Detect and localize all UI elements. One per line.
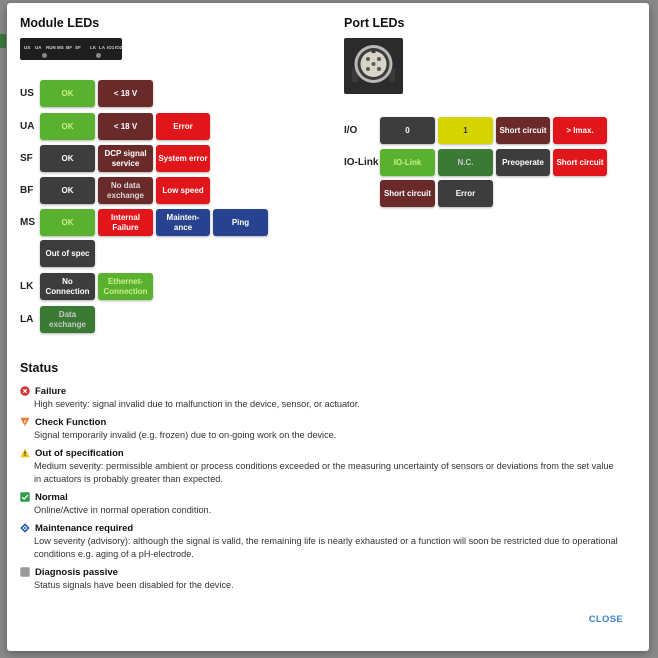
led-us-under-18v: < 18 V (98, 80, 153, 107)
background-app-strip (0, 34, 6, 48)
status-item-title: Check Function (35, 416, 107, 428)
status-item-desc: Status signals have been disabled for the device. (34, 580, 234, 590)
status-item-desc: Low severity (advisory): although the signal is valid, the remaining life is nearly exhausted or a function will soon be restricted due to operational conditions e.g. aging of a pH-electrode. (34, 536, 618, 559)
status-item-title: Failure (35, 385, 67, 397)
status-item-desc: Signal temporarily invalid (e.g. frozen) due to on-going work on the device. (34, 430, 337, 440)
led-ms-maintenance: Mainten-ance (156, 209, 210, 236)
led-iolink-preoperate: Preoperate (496, 149, 550, 176)
row-label-us: US (20, 88, 34, 99)
led-iolink-short-circuit-2: Short circuit (380, 180, 435, 207)
status-item-normal (20, 490, 620, 517)
row-label-io: I/O (344, 125, 358, 136)
led-io-0: 0 (380, 117, 435, 144)
led-sf-system-error: System error (156, 145, 210, 172)
module-connector-notch (42, 53, 47, 58)
led-ms-internal-failure: Internal Failure (98, 209, 153, 236)
led-ms-ping: Ping (213, 209, 268, 236)
module-image-label: BF (66, 45, 72, 50)
led-ms-out-of-spec: Out of spec (40, 240, 95, 267)
status-item-title: Normal (35, 491, 68, 503)
row-label-ua: UA (20, 121, 35, 132)
led-legend-dialog (7, 3, 649, 651)
status-item-check-function (20, 415, 620, 442)
led-ua-ok: OK (40, 113, 95, 140)
led-bf-ok: OK (40, 177, 95, 204)
led-iolink-nc: N.C. (438, 149, 493, 176)
normal-icon (20, 492, 30, 502)
led-io-1: 1 (438, 117, 493, 144)
led-io-imax: > Imax. (553, 117, 607, 144)
maintenance-icon (20, 523, 30, 533)
led-lk-ethernet-connection: Ethernet-Connection (98, 273, 153, 300)
row-label-io-link: IO-Link (344, 157, 379, 168)
module-image-label: IO2 (115, 45, 123, 50)
row-label-bf: BF (20, 185, 34, 196)
led-bf-low-speed: Low speed (156, 177, 210, 204)
module-image-label: MS (57, 45, 64, 50)
status-item-desc: Medium severity: permissible ambient or process conditions exceeded or the measuring uncertainty of sensors or deviations from the set value in actuators is probably greater than expected. (34, 461, 614, 484)
led-io-short-circuit: Short circuit (496, 117, 550, 144)
led-ua-under-18v: < 18 V (98, 113, 153, 140)
diagnosis-passive-icon (20, 567, 30, 577)
status-item-desc: High severity: signal invalid due to malfunction in the device, sensor, or actuator. (34, 399, 360, 409)
module-image (20, 38, 122, 60)
row-label-sf: SF (20, 153, 33, 164)
module-image-label: US (24, 45, 31, 50)
led-ms-ok: OK (40, 209, 95, 236)
led-bf-no-data-exchange: No data exchange (98, 177, 153, 204)
module-image-label: IO1 (107, 45, 115, 50)
led-us-ok: OK (40, 80, 95, 107)
led-sf-ok: OK (40, 145, 95, 172)
status-item-desc: Online/Active in normal operation condition. (34, 505, 212, 515)
module-image-label: UA (35, 45, 42, 50)
status-item-title: Maintenance required (35, 522, 134, 534)
module-leds-title: Module LEDs (20, 16, 100, 30)
module-image-label: RUN (46, 45, 56, 50)
failure-icon (20, 386, 30, 396)
port-connector-image (344, 38, 403, 94)
led-lk-no-connection: No Connection (40, 273, 95, 300)
status-item-failure (20, 384, 620, 411)
module-image-label: LA (99, 45, 105, 50)
status-item-title: Diagnosis passive (35, 566, 118, 578)
module-image-label: LK (90, 45, 96, 50)
led-ua-error: Error (156, 113, 210, 140)
port-leds-title: Port LEDs (344, 16, 405, 30)
module-image-label: SF (75, 45, 81, 50)
row-label-ms: MS (20, 217, 35, 228)
status-title: Status (20, 361, 59, 375)
status-item-title: Out of specification (35, 447, 124, 459)
led-iolink-short-circuit: Short circuit (553, 149, 607, 176)
row-label-lk: LK (20, 281, 34, 292)
led-iolink-io-link: IO-Link (380, 149, 435, 176)
module-connector-notch (96, 53, 101, 58)
out-of-spec-icon (20, 448, 30, 458)
row-label-la: LA (20, 314, 34, 325)
led-iolink-error: Error (438, 180, 493, 207)
check-function-icon (20, 417, 30, 427)
status-item-out-of-spec (20, 446, 620, 486)
led-la-data-exchange: Data exchange (40, 306, 95, 333)
status-item-maintenance (20, 521, 620, 561)
status-item-diagnosis-passive (20, 565, 620, 592)
led-sf-dcp-signal-service: DCP signal service (98, 145, 153, 172)
close-button[interactable]: CLOSE (588, 614, 623, 625)
